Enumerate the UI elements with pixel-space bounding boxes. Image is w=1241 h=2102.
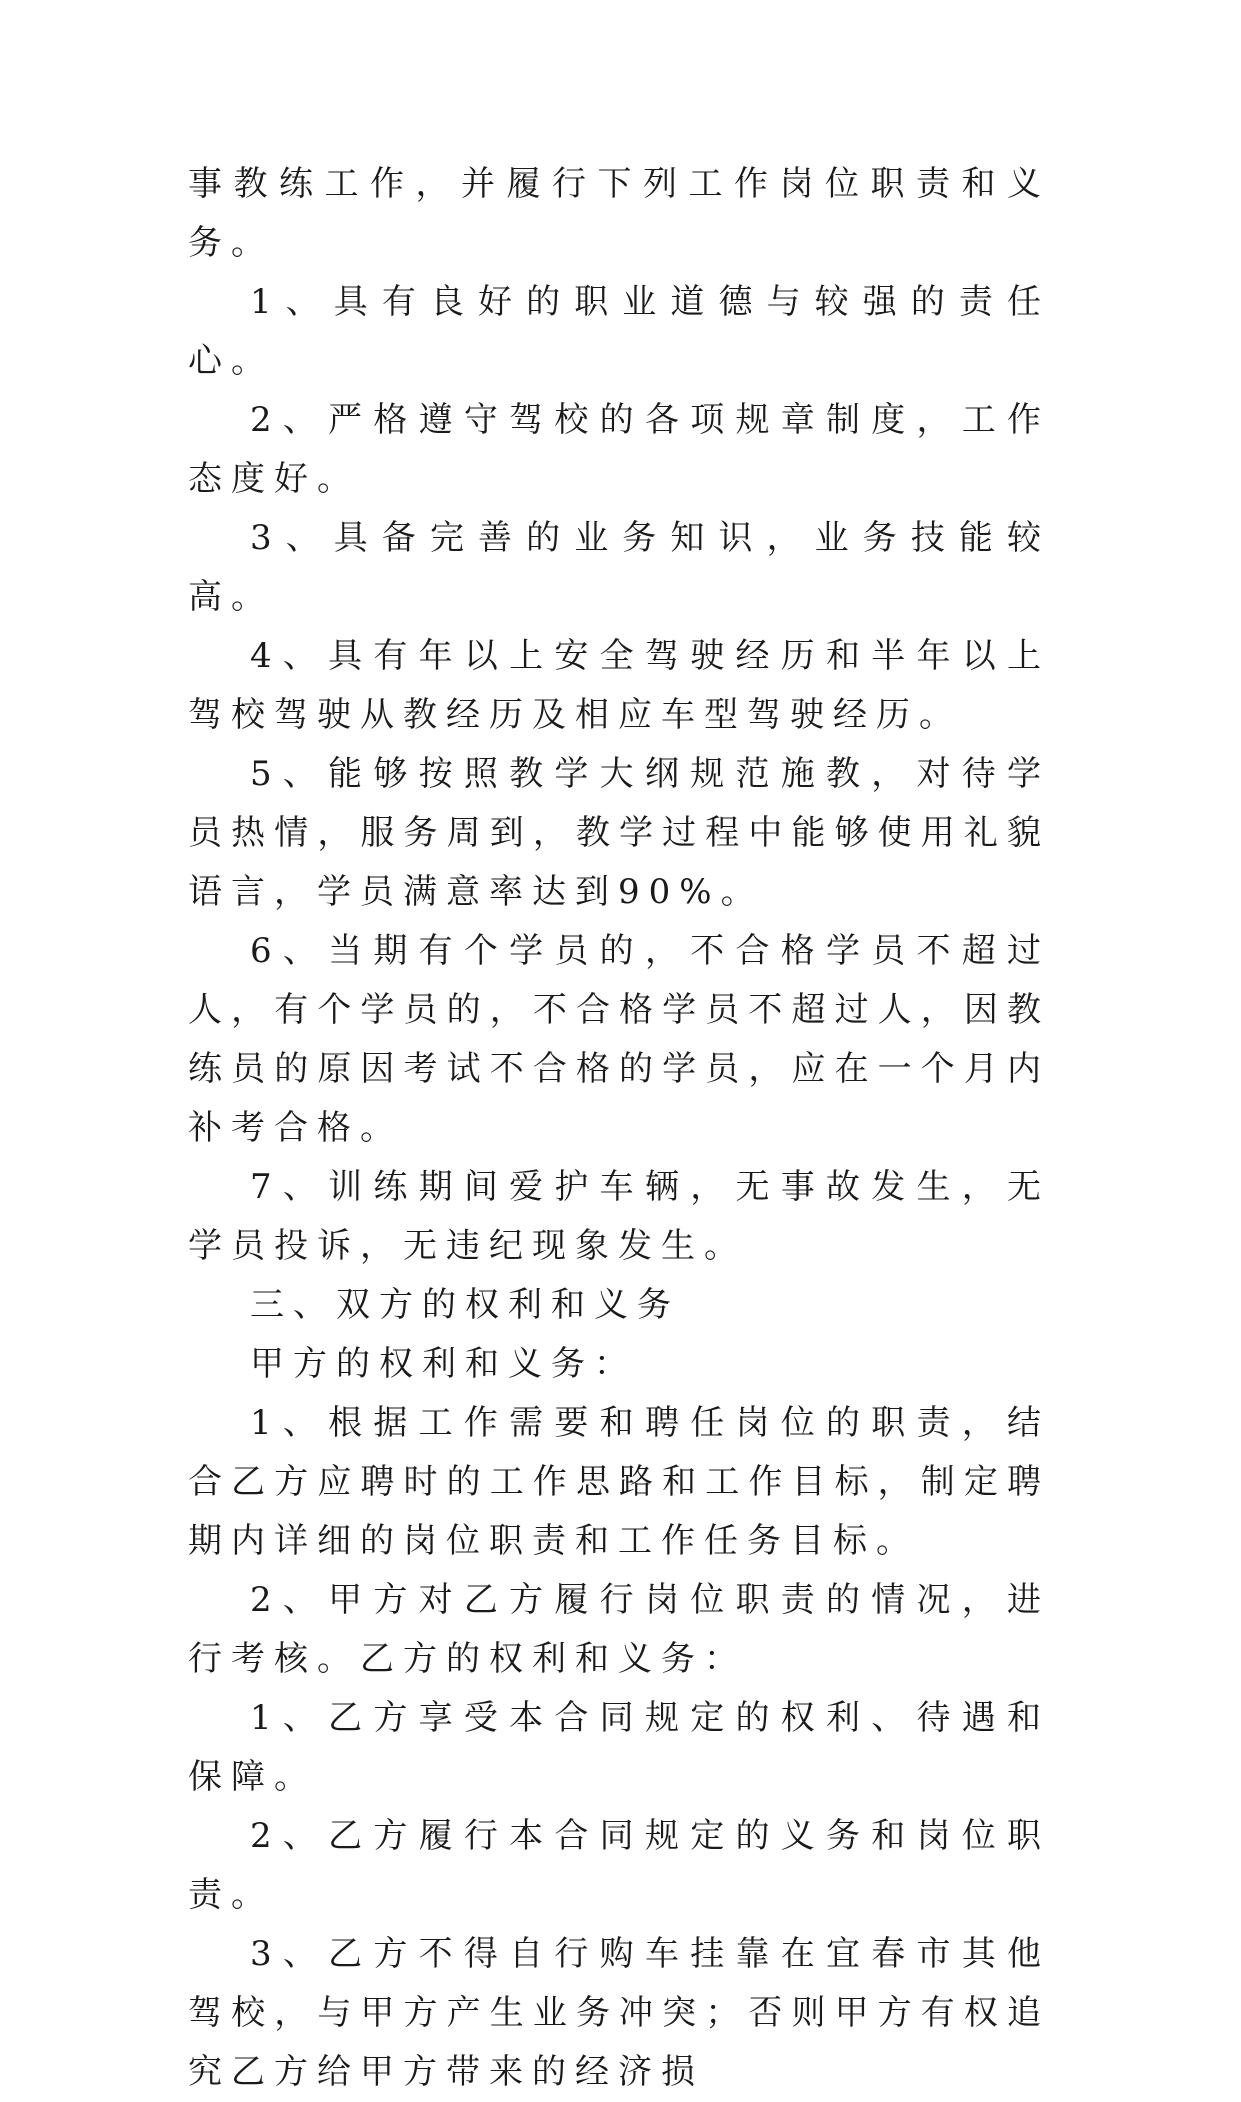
paragraph-party-a-1: 1、根据工作需要和聘任岗位的职责，结合乙方应聘时的工作思路和工作目标，制定聘期内详细的岗位职责和工作任务目标。 bbox=[188, 1403, 1050, 1561]
paragraph-duty-7: 7、训练期间爱护车辆，无事故发生，无学员投诉，无违纪现象发生。 bbox=[188, 1167, 1050, 1266]
paragraph-party-b-3: 3、乙方不得自行购车挂靠在宜春市其他驾校，与甲方产生业务冲突；否则甲方有权追究乙方给甲方带来的经济损 bbox=[188, 1934, 1050, 2092]
paragraph-duty-4: 4、具有年以上安全驾驶经历和半年以上驾校驾驶从教经历及相应车型驾驶经历。 bbox=[188, 636, 1050, 735]
document-body bbox=[188, 155, 1050, 2102]
subheading-party-a: 甲方的权利和义务： bbox=[250, 1344, 637, 1384]
paragraph-duty-2: 2、严格遵守驾校的各项规章制度，工作态度好。 bbox=[188, 400, 1050, 499]
paragraph-party-a-2: 2、甲方对乙方履行岗位职责的情况，进行考核。乙方的权利和义务： bbox=[188, 1580, 1050, 1679]
paragraph-duty-5: 5、能够按照教学大纲规范施教，对待学员热情，服务周到，教学过程中能够使用礼貌语言，学员满意率达到90%。 bbox=[188, 754, 1050, 912]
paragraph-party-b-1: 1、乙方享受本合同规定的权利、待遇和保障。 bbox=[188, 1698, 1050, 1797]
paragraph-duty-3: 3、具备完善的业务知识，业务技能较高。 bbox=[188, 518, 1050, 617]
paragraph-intro: 事教练工作，并履行下列工作岗位职责和义务。 bbox=[188, 164, 1050, 263]
paragraph-duty-6: 6、当期有个学员的，不合格学员不超过人，有个学员的，不合格学员不超过人，因教练员的原因考试不合格的学员，应在一个月内补考合格。 bbox=[188, 931, 1050, 1148]
paragraph-party-b-2: 2、乙方履行本合同规定的义务和岗位职责。 bbox=[188, 1816, 1050, 1915]
section-heading-rights: 三、双方的权利和义务 bbox=[250, 1285, 680, 1325]
paragraph-duty-1: 1、具有良好的职业道德与较强的责任心。 bbox=[188, 282, 1050, 381]
